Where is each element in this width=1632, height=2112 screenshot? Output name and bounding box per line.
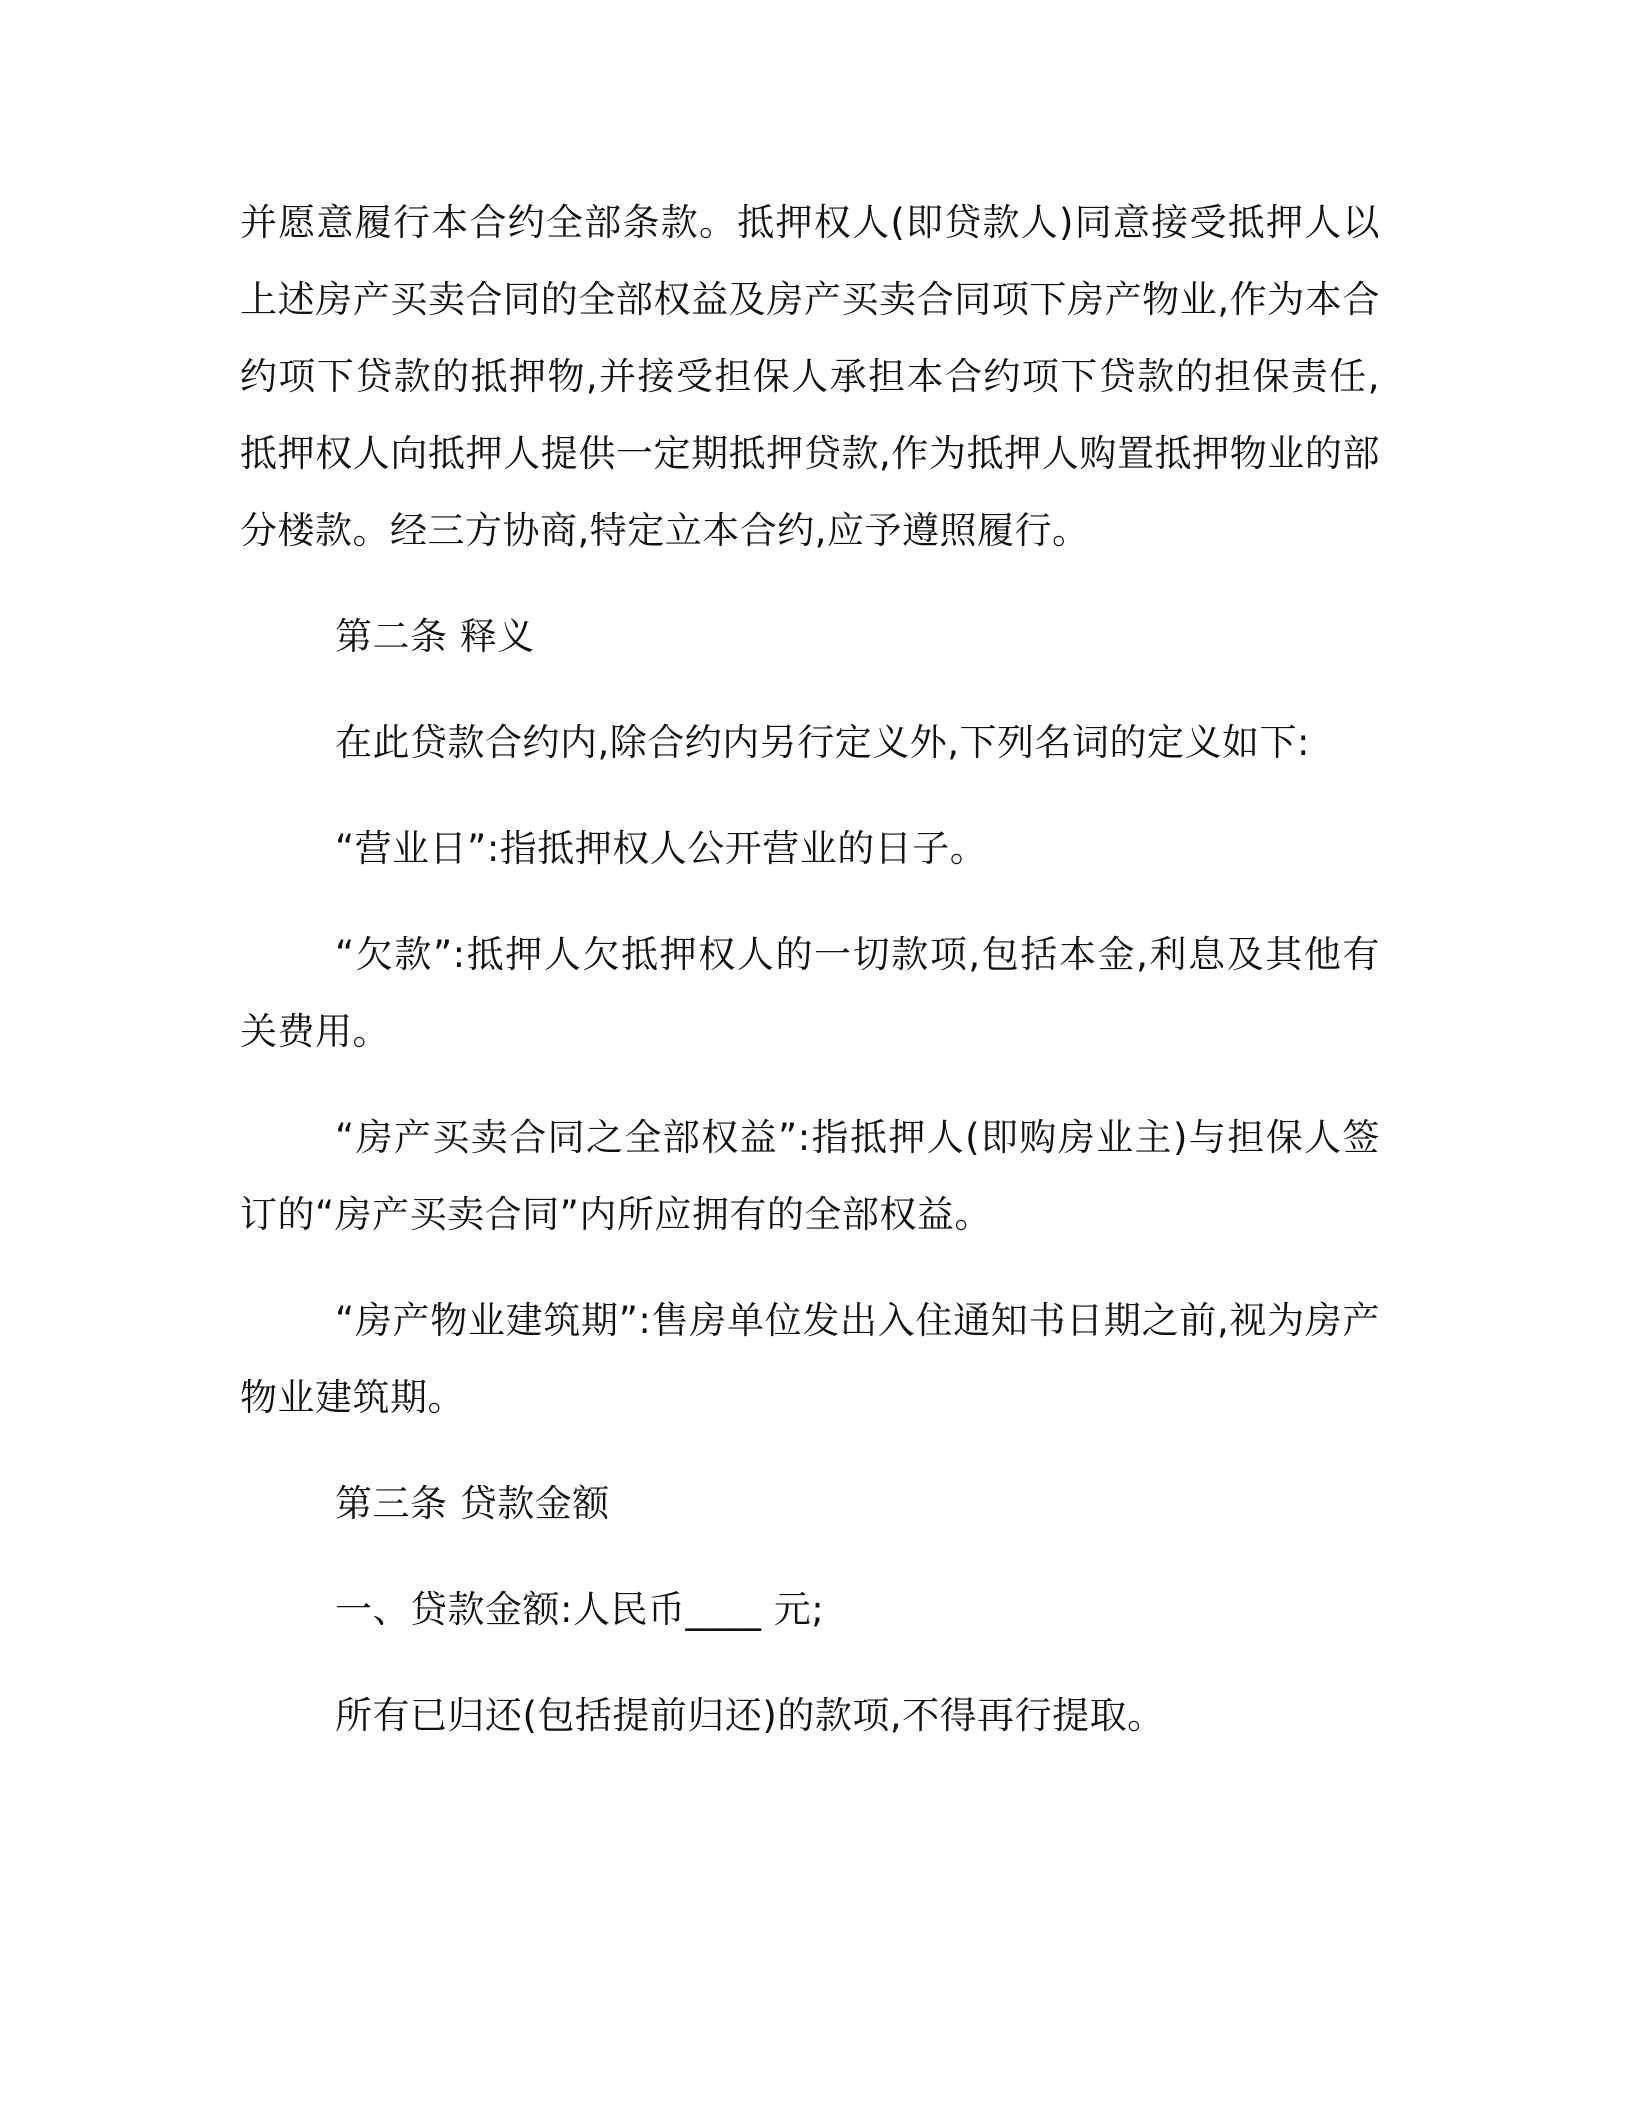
loan-amount-line: 一、贷款金额:人民币____ 元; [335, 1588, 825, 1631]
article-3-heading: 第三条 贷款金额 [335, 1482, 610, 1525]
definitions-intro: 在此贷款合约内,除合约内另行定义外,下列名词的定义如下: [335, 721, 1310, 764]
article-2-heading: 第二条 释义 [335, 615, 535, 658]
paragraph-continuation: 并愿意履行本合约全部条款。抵押权人(即贷款人)同意接受抵押人以上述房产买卖合同的全部权益及房产买卖合同项下房产物业,作为本合约项下贷款的抵押物,并接受担保人承担本合约项下贷款的担保责任,抵押权人向抵押人提供一定期抵押贷款,作为抵押人购置抵押物业的部分楼款。经三方协商,特定立本合约,应予遵照履行。 [240, 201, 1380, 552]
definition-business-day: “营业日”:指抵押权人公开营业的日子。 [335, 827, 988, 870]
definition-construction-period: “房产物业建筑期”:售房单位发出入住通知书日期之前,视为房产物业建筑期。 [240, 1299, 1380, 1419]
document-body [240, 184, 1380, 1754]
definition-contract-rights: “房产买卖合同之全部权益”:指抵押人(即购房业主)与担保人签订的“房产买卖合同”内所应拥有的全部权益。 [240, 1116, 1380, 1236]
definition-arrears: “欠款”:抵押人欠抵押权人的一切款项,包括本金,利息及其他有关费用。 [240, 933, 1380, 1053]
repaid-amount-note: 所有已归还(包括提前归还)的款项,不得再行提取。 [335, 1694, 1165, 1737]
